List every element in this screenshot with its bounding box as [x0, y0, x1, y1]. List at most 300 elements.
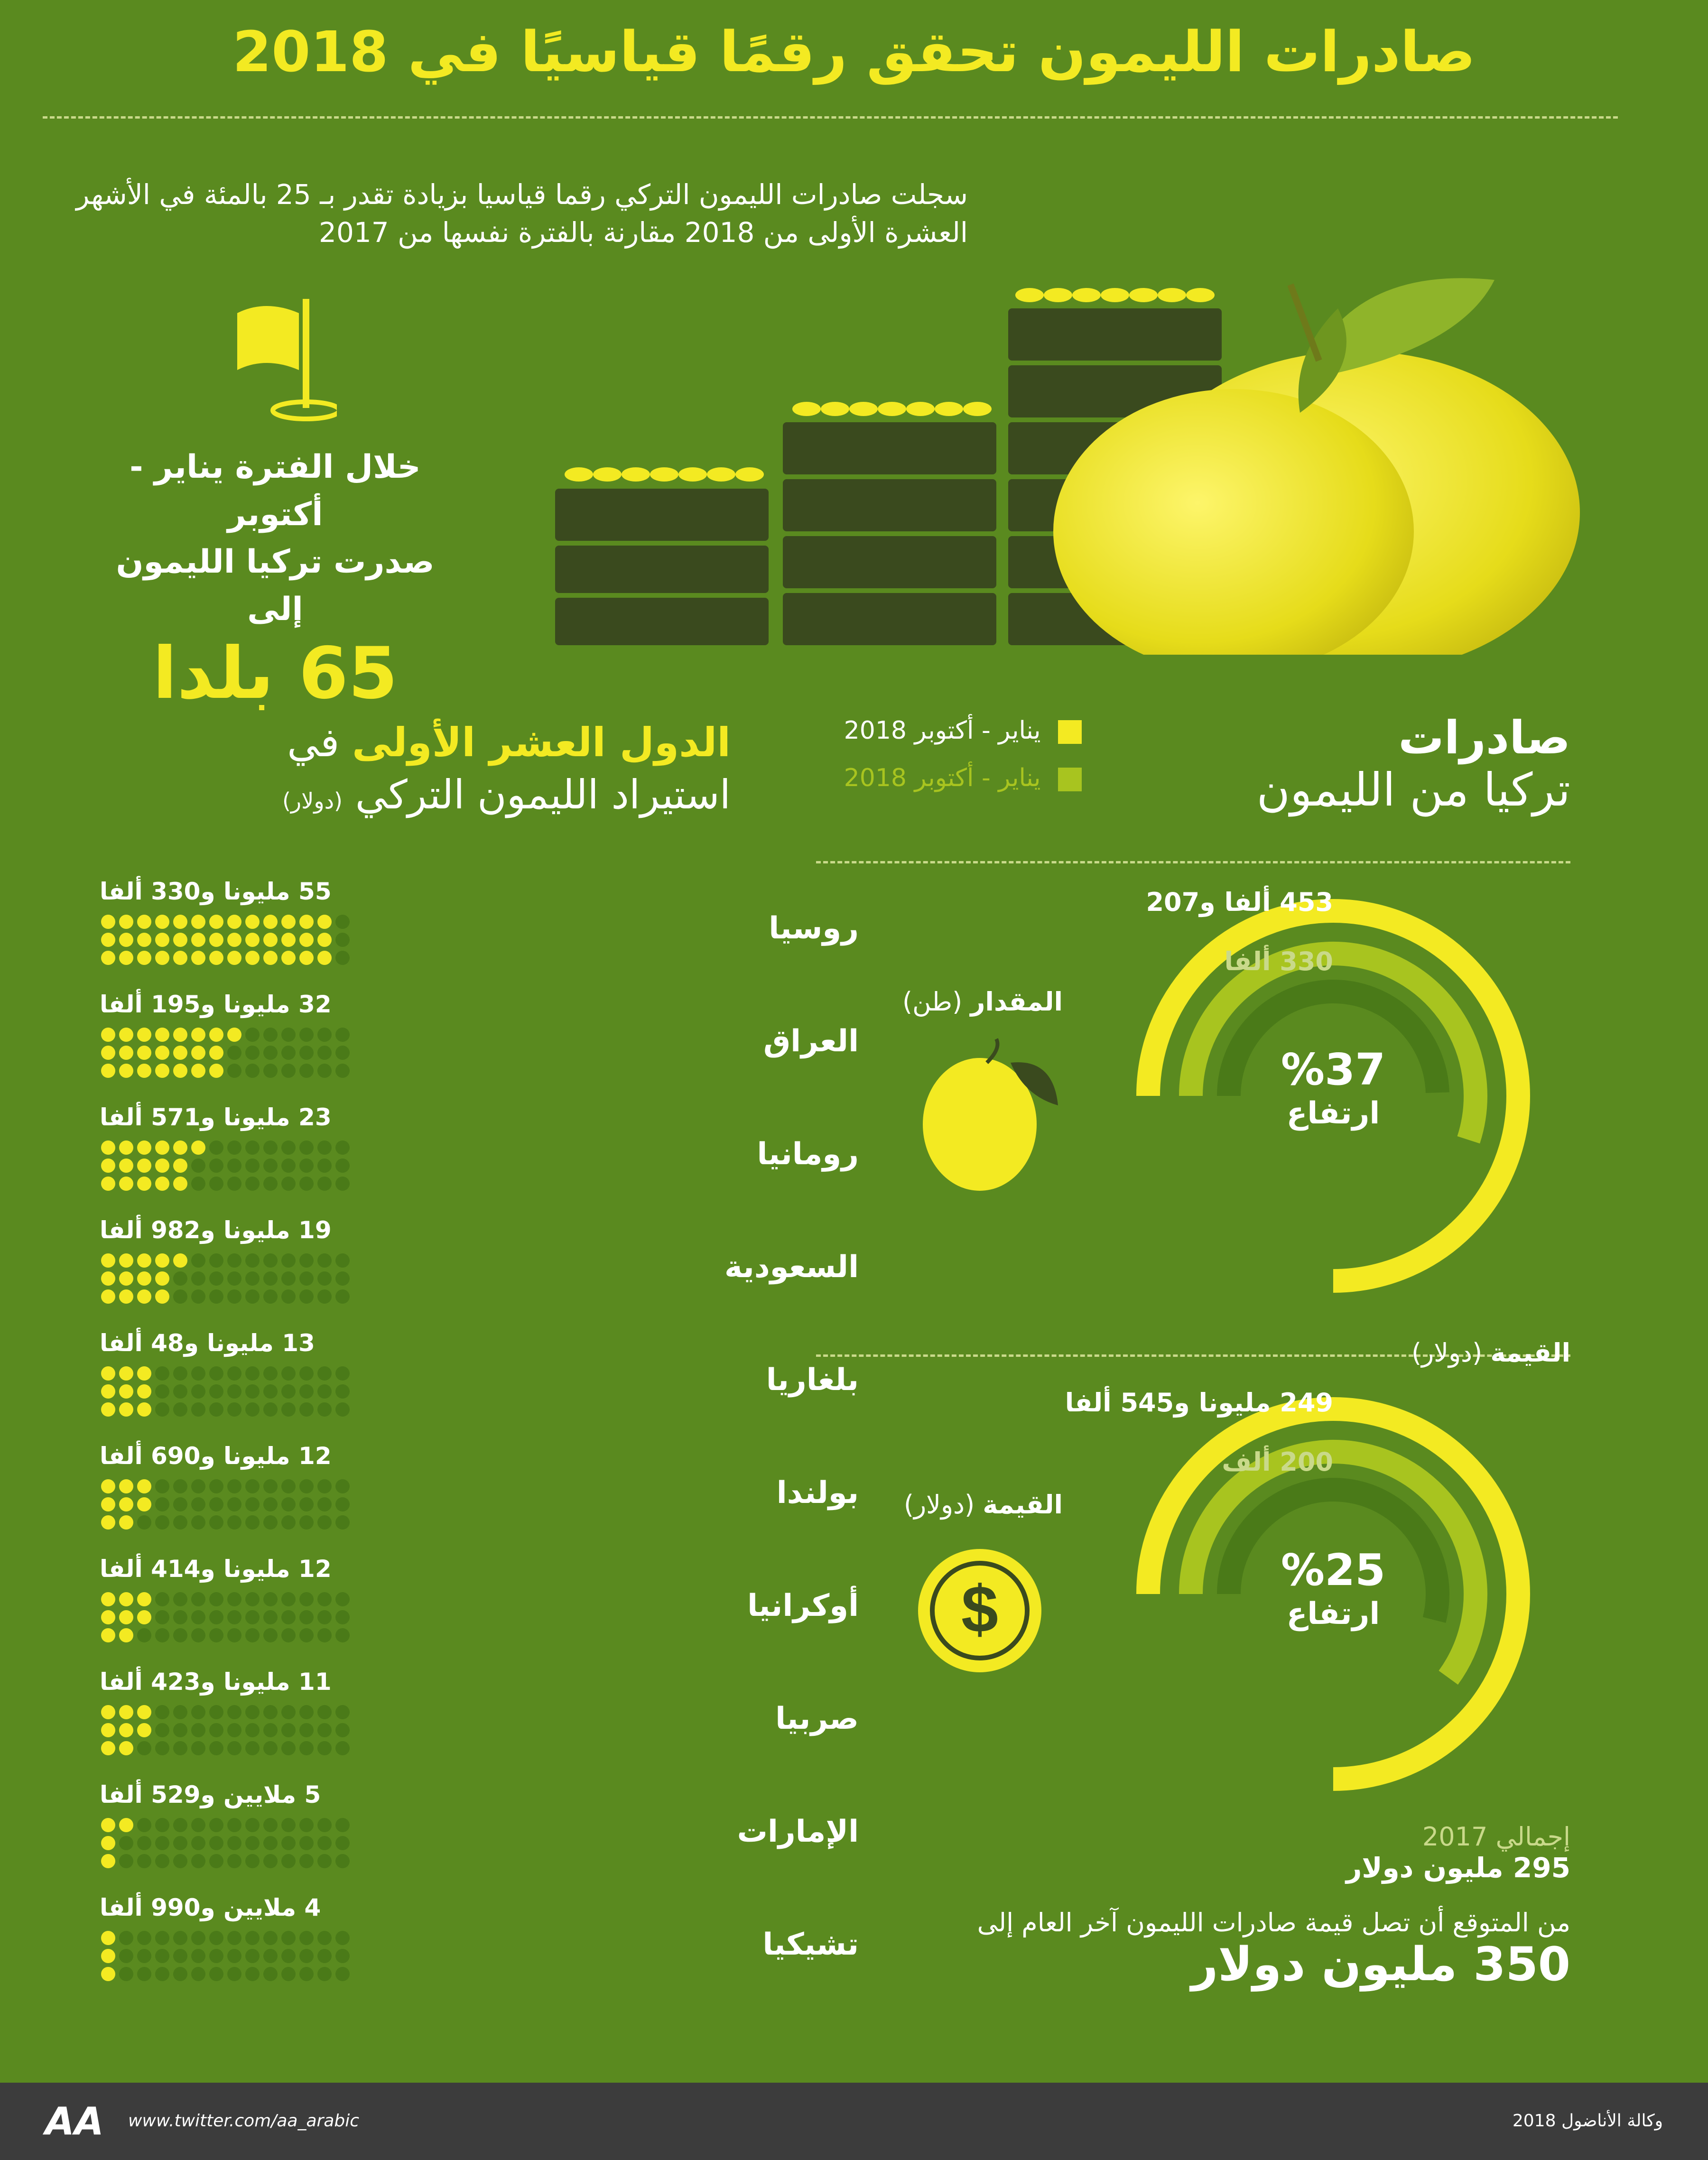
- dot-filled: [173, 1253, 187, 1268]
- top10-heading-light: في: [287, 719, 340, 766]
- dot-filled: [209, 1064, 223, 1078]
- dot-empty: [335, 915, 350, 929]
- dot-empty: [191, 1610, 205, 1624]
- dot-empty: [317, 1949, 332, 1963]
- dot-empty: [191, 1253, 205, 1268]
- dot-empty: [173, 1723, 187, 1737]
- dot-empty: [173, 1366, 187, 1381]
- dot-empty: [299, 1366, 314, 1381]
- dot-empty: [299, 1289, 314, 1304]
- dot-filled: [119, 951, 133, 965]
- dot-empty: [227, 1402, 241, 1417]
- dot-empty: [281, 1046, 296, 1060]
- dot-empty: [263, 1610, 278, 1624]
- dot-filled: [155, 1289, 169, 1304]
- dot-empty: [263, 1592, 278, 1606]
- lemon-icon: [916, 1034, 1077, 1191]
- dot-empty: [281, 1479, 296, 1493]
- dot-empty: [263, 1253, 278, 1268]
- dot-empty: [335, 1931, 350, 1945]
- country-row: [100, 1216, 859, 1330]
- dot-empty: [245, 1253, 260, 1268]
- country-row: [100, 991, 859, 1104]
- dot-empty: [299, 1967, 314, 1981]
- dot-empty: [281, 1967, 296, 1981]
- dot-filled: [137, 1592, 151, 1606]
- countries-count: 65 بلدا: [152, 632, 398, 715]
- dot-empty: [245, 1628, 260, 1642]
- dot-filled: [281, 951, 296, 965]
- country-value: 4 ملايين و990 ألفا: [100, 1894, 321, 1921]
- country-row: [100, 1555, 859, 1669]
- country-row: [100, 1668, 859, 1782]
- dot-empty: [281, 1931, 296, 1945]
- dot-filled: [101, 1479, 115, 1493]
- exports-heading-bold: صادرات: [1398, 711, 1570, 764]
- dot-empty: [209, 1402, 223, 1417]
- dot-filled: [137, 1366, 151, 1381]
- dot-empty: [209, 1705, 223, 1719]
- dot-empty: [299, 1931, 314, 1945]
- dot-filled: [119, 1384, 133, 1399]
- dot-empty: [191, 1479, 205, 1493]
- dot-filled: [137, 1289, 151, 1304]
- dot-filled: [191, 1046, 205, 1060]
- dot-empty: [191, 1159, 205, 1173]
- dot-empty: [191, 1854, 205, 1868]
- dot-empty: [335, 1949, 350, 1963]
- dot-empty: [299, 1497, 314, 1511]
- dot-empty: [335, 1253, 350, 1268]
- dot-empty: [227, 1046, 241, 1060]
- dot-empty: [137, 1967, 151, 1981]
- dot-empty: [299, 1384, 314, 1399]
- dot-empty: [173, 1854, 187, 1868]
- dot-empty: [227, 1628, 241, 1642]
- dot-empty: [299, 1515, 314, 1530]
- country-list: [100, 878, 859, 2016]
- dot-empty: [299, 1705, 314, 1719]
- dot-filled: [101, 1818, 115, 1832]
- dot-filled: [137, 933, 151, 947]
- dot-empty: [281, 1384, 296, 1399]
- dot-empty: [281, 1854, 296, 1868]
- dot-empty: [335, 1028, 350, 1042]
- dot-empty: [281, 1289, 296, 1304]
- country-name: أوكرانيا: [747, 1588, 859, 1623]
- dot-empty: [245, 1705, 260, 1719]
- dot-empty: [245, 1479, 260, 1493]
- dot-empty: [245, 1271, 260, 1286]
- country-dot-bar: [100, 1817, 479, 1878]
- dot-empty: [155, 1723, 169, 1737]
- country-row: [100, 1329, 859, 1443]
- dot-empty: [191, 1931, 205, 1945]
- dot-empty: [299, 1854, 314, 1868]
- dot-empty: [209, 1177, 223, 1191]
- dot-empty: [299, 1028, 314, 1042]
- dot-filled: [155, 915, 169, 929]
- dot-filled: [191, 1140, 205, 1155]
- dot-empty: [155, 1592, 169, 1606]
- dot-filled: [173, 1064, 187, 1078]
- dot-empty: [209, 1818, 223, 1832]
- dot-filled: [101, 1253, 115, 1268]
- country-value: 19 مليونا و982 ألفا: [100, 1216, 332, 1244]
- dot-empty: [227, 1271, 241, 1286]
- dot-empty: [335, 1723, 350, 1737]
- dot-filled: [191, 1028, 205, 1042]
- dot-empty: [335, 1366, 350, 1381]
- dot-empty: [335, 1741, 350, 1755]
- dot-empty: [245, 1497, 260, 1511]
- dot-empty: [317, 1046, 332, 1060]
- dot-filled: [101, 1931, 115, 1945]
- country-dot-bar: [100, 1704, 479, 1765]
- dot-empty: [119, 1949, 133, 1963]
- dot-empty: [317, 1967, 332, 1981]
- dot-empty: [317, 1610, 332, 1624]
- dot-empty: [317, 1515, 332, 1530]
- dot-empty: [299, 1271, 314, 1286]
- dot-filled: [119, 1705, 133, 1719]
- dot-empty: [335, 1384, 350, 1399]
- dot-empty: [335, 1818, 350, 1832]
- dot-empty: [281, 1723, 296, 1737]
- dot-empty: [317, 1497, 332, 1511]
- dot-filled: [155, 1046, 169, 1060]
- dot-empty: [209, 1497, 223, 1511]
- dot-empty: [263, 1705, 278, 1719]
- dot-filled: [173, 933, 187, 947]
- dot-empty: [155, 1479, 169, 1493]
- dot-filled: [137, 1046, 151, 1060]
- dot-empty: [263, 1177, 278, 1191]
- dot-empty: [335, 933, 350, 947]
- forecast-value: 350 مليون دولار: [1191, 1938, 1570, 1992]
- dot-empty: [227, 1741, 241, 1755]
- dot-empty: [317, 1836, 332, 1850]
- dot-empty: [191, 1818, 205, 1832]
- dot-empty: [245, 1949, 260, 1963]
- dot-filled: [137, 915, 151, 929]
- top10-heading-unit: (دولار): [282, 788, 343, 814]
- dot-empty: [119, 1836, 133, 1850]
- dot-filled: [137, 1497, 151, 1511]
- dot-filled: [317, 915, 332, 929]
- dot-empty: [155, 1610, 169, 1624]
- dot-filled: [227, 915, 241, 929]
- dot-filled: [263, 933, 278, 947]
- dot-empty: [245, 1064, 260, 1078]
- dot-empty: [119, 1931, 133, 1945]
- dot-filled: [101, 1705, 115, 1719]
- dot-empty: [191, 1384, 205, 1399]
- country-dot-bar: [100, 1478, 479, 1539]
- footer-url[interactable]: www.twitter.com/aa_arabic: [128, 2111, 360, 2131]
- dot-filled: [119, 1402, 133, 1417]
- dot-empty: [245, 1384, 260, 1399]
- dot-filled: [227, 933, 241, 947]
- dot-filled: [245, 915, 260, 929]
- country-value: 12 مليونا و414 ألفا: [100, 1555, 332, 1583]
- dot-empty: [227, 1610, 241, 1624]
- dot-empty: [317, 1723, 332, 1737]
- dot-empty: [281, 1177, 296, 1191]
- dot-empty: [263, 1854, 278, 1868]
- country-name: بلغاريا: [766, 1363, 859, 1398]
- dot-filled: [137, 951, 151, 965]
- dot-empty: [245, 1028, 260, 1042]
- dot-empty: [209, 1271, 223, 1286]
- legend-label-1: يناير - أكتوبر 2018: [844, 716, 1041, 745]
- dot-empty: [317, 1253, 332, 1268]
- country-row: [100, 1103, 859, 1217]
- dot-empty: [227, 1140, 241, 1155]
- dot-filled: [101, 1592, 115, 1606]
- quantity-value-2018: 453 ألفا و207: [1146, 887, 1333, 917]
- dot-empty: [155, 1967, 169, 1981]
- country-dot-bar: [100, 1252, 479, 1314]
- dot-empty: [155, 1628, 169, 1642]
- dot-empty: [227, 1592, 241, 1606]
- dot-empty: [155, 1497, 169, 1511]
- golf-flag-icon: [228, 294, 337, 422]
- dot-filled: [155, 1159, 169, 1173]
- value-2017: 200 ألف: [1222, 1447, 1333, 1477]
- dot-filled: [209, 933, 223, 947]
- dot-filled: [119, 1479, 133, 1493]
- dot-empty: [245, 1140, 260, 1155]
- dot-empty: [299, 1177, 314, 1191]
- dollar-coin-icon: [916, 1547, 1044, 1675]
- dot-empty: [173, 1497, 187, 1511]
- dot-filled: [155, 1064, 169, 1078]
- quantity-pct: %37: [1281, 1044, 1386, 1095]
- dot-filled: [119, 1046, 133, 1060]
- dot-empty: [299, 1479, 314, 1493]
- forecast-label: من المتوقع أن تصل قيمة صادرات الليمون آخر العام إلى: [977, 1908, 1570, 1938]
- dot-filled: [263, 915, 278, 929]
- footer-credit: وكالة الأناضول 2018: [1512, 2111, 1663, 2131]
- title-divider: [43, 116, 1618, 119]
- dot-filled: [209, 915, 223, 929]
- country-name: الإمارات: [737, 1814, 859, 1849]
- dot-filled: [137, 1271, 151, 1286]
- dot-filled: [155, 1253, 169, 1268]
- dot-filled: [119, 1159, 133, 1173]
- dot-empty: [263, 1836, 278, 1850]
- dot-empty: [155, 1402, 169, 1417]
- dot-empty: [317, 1271, 332, 1286]
- dot-empty: [335, 1046, 350, 1060]
- footer-bar: [0, 2083, 1708, 2160]
- dot-filled: [155, 1140, 169, 1155]
- dot-filled: [101, 1271, 115, 1286]
- dot-empty: [227, 1836, 241, 1850]
- dot-filled: [137, 1479, 151, 1493]
- dot-empty: [335, 1854, 350, 1868]
- dot-filled: [101, 1610, 115, 1624]
- dot-empty: [317, 1064, 332, 1078]
- dot-filled: [119, 1366, 133, 1381]
- dot-empty: [191, 1741, 205, 1755]
- dot-empty: [209, 1854, 223, 1868]
- country-name: رومانيا: [757, 1137, 859, 1172]
- dot-filled: [101, 1967, 115, 1981]
- dot-empty: [263, 1384, 278, 1399]
- dot-empty: [281, 1271, 296, 1286]
- dot-filled: [209, 1028, 223, 1042]
- dot-empty: [227, 1253, 241, 1268]
- dot-empty: [335, 951, 350, 965]
- dot-empty: [317, 1818, 332, 1832]
- dot-empty: [191, 1836, 205, 1850]
- dot-empty: [173, 1402, 187, 1417]
- country-dot-bar: [100, 1139, 479, 1201]
- dot-empty: [317, 1854, 332, 1868]
- dot-empty: [335, 1497, 350, 1511]
- country-dot-bar: [100, 1365, 479, 1427]
- dot-filled: [245, 933, 260, 947]
- dot-filled: [119, 1289, 133, 1304]
- dot-empty: [263, 1628, 278, 1642]
- dot-filled: [173, 915, 187, 929]
- country-value: 55 مليونا و330 ألفا: [100, 878, 332, 905]
- dot-empty: [209, 1515, 223, 1530]
- dot-empty: [173, 1610, 187, 1624]
- dot-filled: [101, 1028, 115, 1042]
- dot-empty: [191, 1628, 205, 1642]
- dot-empty: [245, 1402, 260, 1417]
- dot-empty: [191, 1592, 205, 1606]
- country-name: السعودية: [724, 1250, 859, 1285]
- dot-filled: [155, 1177, 169, 1191]
- dot-empty: [245, 1836, 260, 1850]
- dot-empty: [263, 1271, 278, 1286]
- country-row: [100, 1781, 859, 1895]
- dot-filled: [101, 933, 115, 947]
- dot-empty: [317, 1479, 332, 1493]
- dot-filled: [299, 933, 314, 947]
- dot-filled: [263, 951, 278, 965]
- dot-empty: [335, 1610, 350, 1624]
- dot-filled: [119, 1177, 133, 1191]
- dot-empty: [209, 1628, 223, 1642]
- dot-empty: [209, 1836, 223, 1850]
- dot-filled: [137, 1402, 151, 1417]
- dot-empty: [299, 1402, 314, 1417]
- dot-empty: [281, 1028, 296, 1042]
- dot-empty: [299, 1064, 314, 1078]
- dot-empty: [299, 1741, 314, 1755]
- dot-empty: [245, 1515, 260, 1530]
- dot-empty: [155, 1931, 169, 1945]
- dot-empty: [263, 1479, 278, 1493]
- dot-empty: [155, 1515, 169, 1530]
- dot-empty: [263, 1366, 278, 1381]
- country-value: 12 مليونا و690 ألفا: [100, 1442, 332, 1470]
- dot-filled: [101, 915, 115, 929]
- dot-empty: [209, 1289, 223, 1304]
- dot-filled: [155, 951, 169, 965]
- dot-empty: [335, 1271, 350, 1286]
- legend-swatch-2018: [1058, 720, 1082, 744]
- dot-filled: [119, 1610, 133, 1624]
- dot-filled: [101, 1949, 115, 1963]
- dot-filled: [155, 1271, 169, 1286]
- dot-empty: [281, 1064, 296, 1078]
- dot-empty: [281, 1741, 296, 1755]
- aa-logo: AA: [45, 2099, 104, 2143]
- dot-empty: [137, 1931, 151, 1945]
- dot-empty: [191, 1177, 205, 1191]
- dot-filled: [119, 915, 133, 929]
- dot-empty: [209, 1741, 223, 1755]
- dot-empty: [317, 1384, 332, 1399]
- dot-empty: [191, 1402, 205, 1417]
- dot-empty: [191, 1949, 205, 1963]
- dot-empty: [245, 1592, 260, 1606]
- dot-filled: [191, 951, 205, 965]
- value-label: القيمة: [983, 1490, 1063, 1520]
- value-2018: 249 مليونا و545 ألفا: [1065, 1388, 1333, 1418]
- dot-filled: [101, 1159, 115, 1173]
- dot-empty: [227, 1384, 241, 1399]
- dot-filled: [101, 1384, 115, 1399]
- dot-empty: [281, 1705, 296, 1719]
- value-header-unit: (دولار): [1411, 1338, 1483, 1368]
- dot-empty: [335, 1064, 350, 1078]
- dot-empty: [281, 1253, 296, 1268]
- dot-empty: [263, 1159, 278, 1173]
- country-name: تشيكيا: [762, 1927, 859, 1962]
- dot-empty: [245, 1046, 260, 1060]
- top10-heading-sub: استيراد الليمون التركي: [355, 771, 731, 818]
- dot-empty: [263, 1497, 278, 1511]
- dot-empty: [173, 1479, 187, 1493]
- dot-empty: [335, 1402, 350, 1417]
- dot-empty: [245, 1818, 260, 1832]
- dot-empty: [119, 1854, 133, 1868]
- dot-empty: [299, 1723, 314, 1737]
- dot-filled: [101, 1723, 115, 1737]
- dot-empty: [227, 1931, 241, 1945]
- dot-empty: [173, 1741, 187, 1755]
- dot-empty: [191, 1271, 205, 1286]
- dot-empty: [299, 1140, 314, 1155]
- country-value: 13 مليونا و48 ألفا: [100, 1329, 315, 1357]
- value-header-label: القيمة: [1490, 1338, 1570, 1368]
- dot-empty: [173, 1836, 187, 1850]
- dot-filled: [101, 1836, 115, 1850]
- dot-filled: [137, 1159, 151, 1173]
- dot-empty: [137, 1515, 151, 1530]
- dot-empty: [317, 1289, 332, 1304]
- dot-filled: [119, 1497, 133, 1511]
- dot-empty: [245, 1854, 260, 1868]
- dot-empty: [209, 1479, 223, 1493]
- dot-filled: [191, 915, 205, 929]
- dot-empty: [173, 1931, 187, 1945]
- exports-heading-sub: تركيا من الليمون: [1256, 763, 1570, 816]
- dot-empty: [281, 1497, 296, 1511]
- dot-filled: [209, 1046, 223, 1060]
- dot-empty: [137, 1741, 151, 1755]
- dot-empty: [191, 1705, 205, 1719]
- dot-filled: [317, 933, 332, 947]
- dot-empty: [155, 1818, 169, 1832]
